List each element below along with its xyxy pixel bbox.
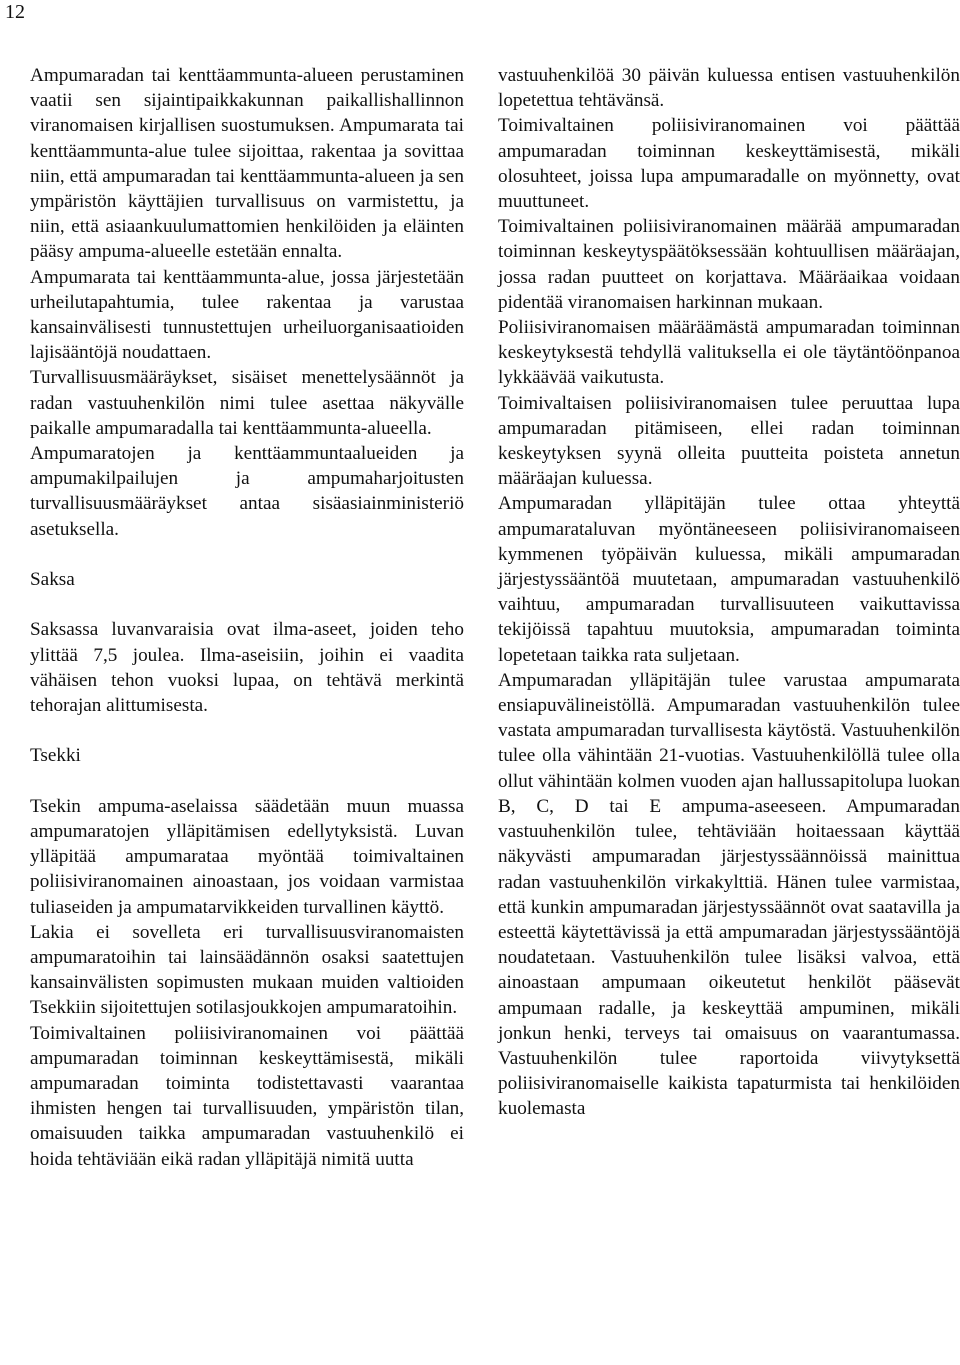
paragraph-germany: Saksassa luvanvaraisia ovat ilma-aseet, joiden teho ylittää 7,5 joulea. Ilma-aseisiin, joihin ei vaadita vähäisen tehon vuoksi lupaa, on tehtävä merkintä tehorajan alittumisesta. [30,619,464,717]
paragraph-suspension-deadline: Toimivaltainen poliisiviranomainen määrää ampumaradan toiminnan keskeytyspäätöksessään kohtuullisen määräajan, jossa radan puutteet on korjattava. Määräaikaa voidaan pidentää viranomaisen harkinnan mukaan. [498,216,960,313]
paragraph-license-revocation: Toimivaltaisen poliisiviranomaisen tulee peruuttaa lupa ampumaradan pitämiseen, ellei radan toiminnan keskeytyksen syynä olleita puutteita poisteta annetun määräajan kuluessa. [498,392,960,490]
heading-tsekki: Tsekki [30,745,81,767]
paragraph-ministry-decree: Ampumaratojen ja kenttäammuntaalueiden ja ampumakilpailujen ja ampumaharjoitusten turvallisuusmääräykset antaa sisäasiainministeriö asetuksella. [30,443,464,540]
paragraph-czech-law: Tsekin ampuma-aselaissa säädetään muun muassa ampumaratojen ylläpitämisen edellytyksistä. Luvan ylläpitää ampumarataa myöntää toimivaltainen poliisiviranomainen ainoastaan, jos voidaan varmistaa tuliaseiden ja ampumatarvikkeiden turvallinen käyttö. [30,795,464,918]
paragraph-czech-suspension: Toimivaltainen poliisiviranomainen voi päättää ampumaradan toiminnan keskeyttämisestä, mikäli ampumaradan toiminta todistettavasti vaarantaa ihmisten hengen tai turvallisuuden, ympäristön tilan, omaisuuden taikka ampumaradan vastuuhenkilö ei hoida tehtäviään eikä radan ylläpitäjä nimitä uutta [30,1022,464,1170]
paragraph-czech-exceptions: Lakia ei sovelleta eri turvallisuusviranomaisten ampumaratoihin tai lainsäädännön osaksi saatettujen kansainvälisten sopimusten mukaan muiden valtioiden Tsekkiin sijoitettujen sotilasjoukkojen ampumaratoihin. [30,921,464,1019]
paragraph-appeal: Poliisiviranomaisen määräämästä ampumaradan toiminnan keskeytyksestä tehdyllä valituksella ei ole täytäntöönpanoa lykkäävää vaikutusta. [498,317,960,389]
paragraph-operator-duties: Ampumaradan ylläpitäjän tulee varustaa ampumarata ensiapuvälineistöllä. Ampumaradan vastuuhenkilön tulee vastata ampumaradan turvallisesta käytöstä. Vastuuhenkilön tulee olla vähintään 21-vuotias. Vastuuhenkilöllä tulee olla ollut vähintään kolmen vuoden ajan hallussapitolupa luokan B, C, D tai E ampuma-aseeseen. Ampumaradan vastuuhenkilön tulee, tehtäviään hoitaessaan käyttää näkyvästi ampumaradan järjestyssäännöissä mainittua radan vastuuhenkilön virkakylttiä. Hänen tulee varmistaa, että kunkin ampumaradan järjestyssäännöt ovat saatavilla ja esteettä käytettävissä ja että ampumaradan järjestyssääntöjä noudatetaan. Vastuuhenkilön tulee lisäksi valvoa, että ainoastaan ampumaan oikeutetut henkilöt pääsevät ampumaan radalle, ja keskeyttää ampuminen, mikäli jonkun henki, terveys tai omaisuus on vaarantumassa. Vastuuhenkilön tulee raportoida viivytyksettä poliisiviranomaiselle kaikista tapaturmista tai henkilöiden kuolemasta [498,669,960,1120]
paragraph-range-establishment: Ampumaradan tai kenttäammunta-alueen perustaminen vaatii sen sijaintipaikkakunnan paikallishallinnon viranomaisen kirjallisen suostumuksen. Ampumarata tai kenttäammunta-alue tulee sijoittaa, rakentaa ja sovittaa niin, että ampumaradan tai kenttäammunta-alueen ja sen ympäristön käyttäjien turvallisuus on varmistettu, ja niin, että asiaankuulumattomien henkilöiden ja eläinten pääsy ampuma-alueelle estetään ennalta. [30,65,464,263]
left-column [30,63,464,1172]
heading-saksa: Saksa [30,569,75,591]
page-number: 12 [5,1,25,23]
paragraph-suspension-conditions: Toimivaltainen poliisiviranomainen voi päättää ampumaradan toiminnan keskeyttämisestä, mikäli olosuhteet, joissa lupa ampumaradalle on myönnetty, ovat muuttuneet. [498,115,960,213]
paragraph-responsible-person-replacement: vastuuhenkilöä 30 päivän kuluessa entisen vastuuhenkilön lopetettua tehtävänsä. [498,65,960,112]
paragraph-safety-rules-display: Turvallisuusmääräykset, sisäiset menettelysäännöt ja radan vastuuhenkilön nimi tulee asettaa näkyvälle paikalle ampumaradalla tai kenttäammunta-alueella. [30,367,464,439]
paragraph-operator-notification: Ampumaradan ylläpitäjän tulee ottaa yhteyttä ampumarataluvan myöntäneeseen poliisiviranomaiseen kymmenen työpäivän kuluessa, mikäli ampumaradan järjestyssääntöä muutetaan, ampumaradan vastuuhenkilö vaihtuu, ampumaradan turvallisuuteen vaikuttavissa tekijöissä tapahtuu muutoksia, ampumaradan toiminta lopetetaan taikka rata suljetaan. [498,493,960,666]
right-column [498,63,960,1122]
paragraph-sports-events: Ampumarata tai kenttäammunta-alue, jossa järjestetään urheilutapahtumia, tulee rakentaa ja varustaa kansainvälisesti tunnustettujen urheiluorganisaatioiden lajisääntöjä noudattaen. [30,266,464,364]
